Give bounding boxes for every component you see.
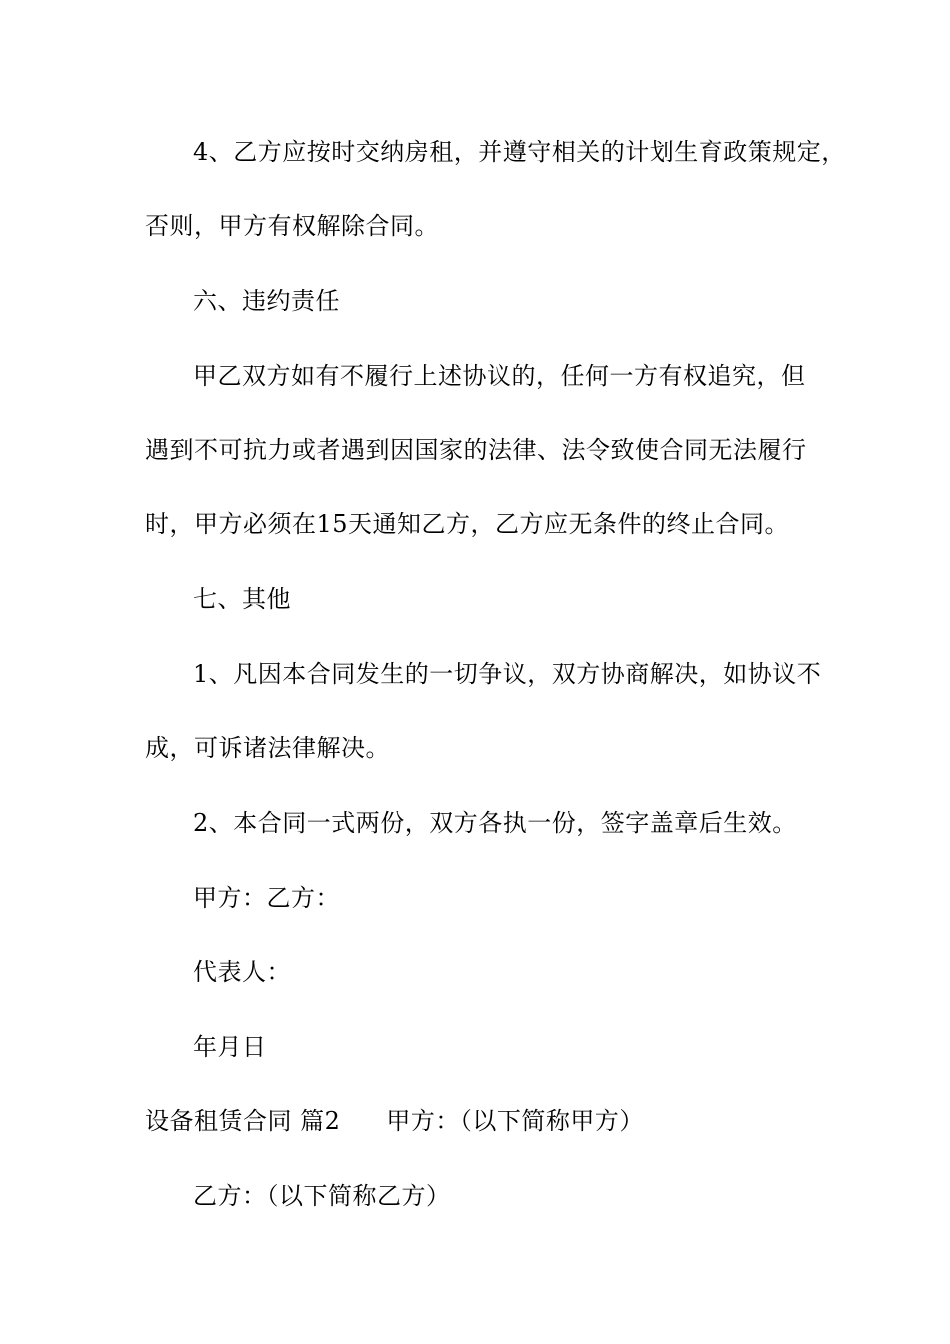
paragraph-line: 4、乙方应按时交纳房租，并遵守相关的计划生育政策规定， bbox=[193, 138, 846, 166]
party-a-label: 甲方：（以下简称甲方） bbox=[386, 1107, 644, 1135]
date-label: 年月日 bbox=[193, 1033, 267, 1061]
paragraph-line: 遇到不可抗力或者遇到因国家的法律、法令致使合同无法履行 bbox=[145, 436, 807, 464]
signature-parties: 甲方：乙方： bbox=[193, 884, 340, 912]
party-b-label: 乙方：（以下简称乙方） bbox=[193, 1182, 451, 1210]
paragraph-line: 1、凡因本合同发生的一切争议，双方协商解决，如协议不 bbox=[193, 660, 822, 688]
paragraph-line: 成，可诉诸法律解决。 bbox=[145, 734, 390, 762]
paragraph-line: 时，甲方必须在15天通知乙方，乙方应无条件的终止合同。 bbox=[145, 510, 790, 538]
contract-title-line bbox=[145, 1106, 644, 1136]
contract-title: 设备租赁合同 篇2 bbox=[145, 1107, 341, 1135]
paragraph-line: 2、本合同一式两份，双方各执一份，签字盖章后生效。 bbox=[193, 809, 797, 837]
representative-label: 代表人： bbox=[193, 958, 291, 986]
paragraph-line: 甲乙双方如有不履行上述协议的，任何一方有权追究，但 bbox=[193, 362, 806, 390]
paragraph-line: 否则，甲方有权解除合同。 bbox=[145, 212, 439, 240]
section-heading: 六、违约责任 bbox=[193, 287, 340, 315]
section-heading: 七、其他 bbox=[193, 585, 291, 613]
